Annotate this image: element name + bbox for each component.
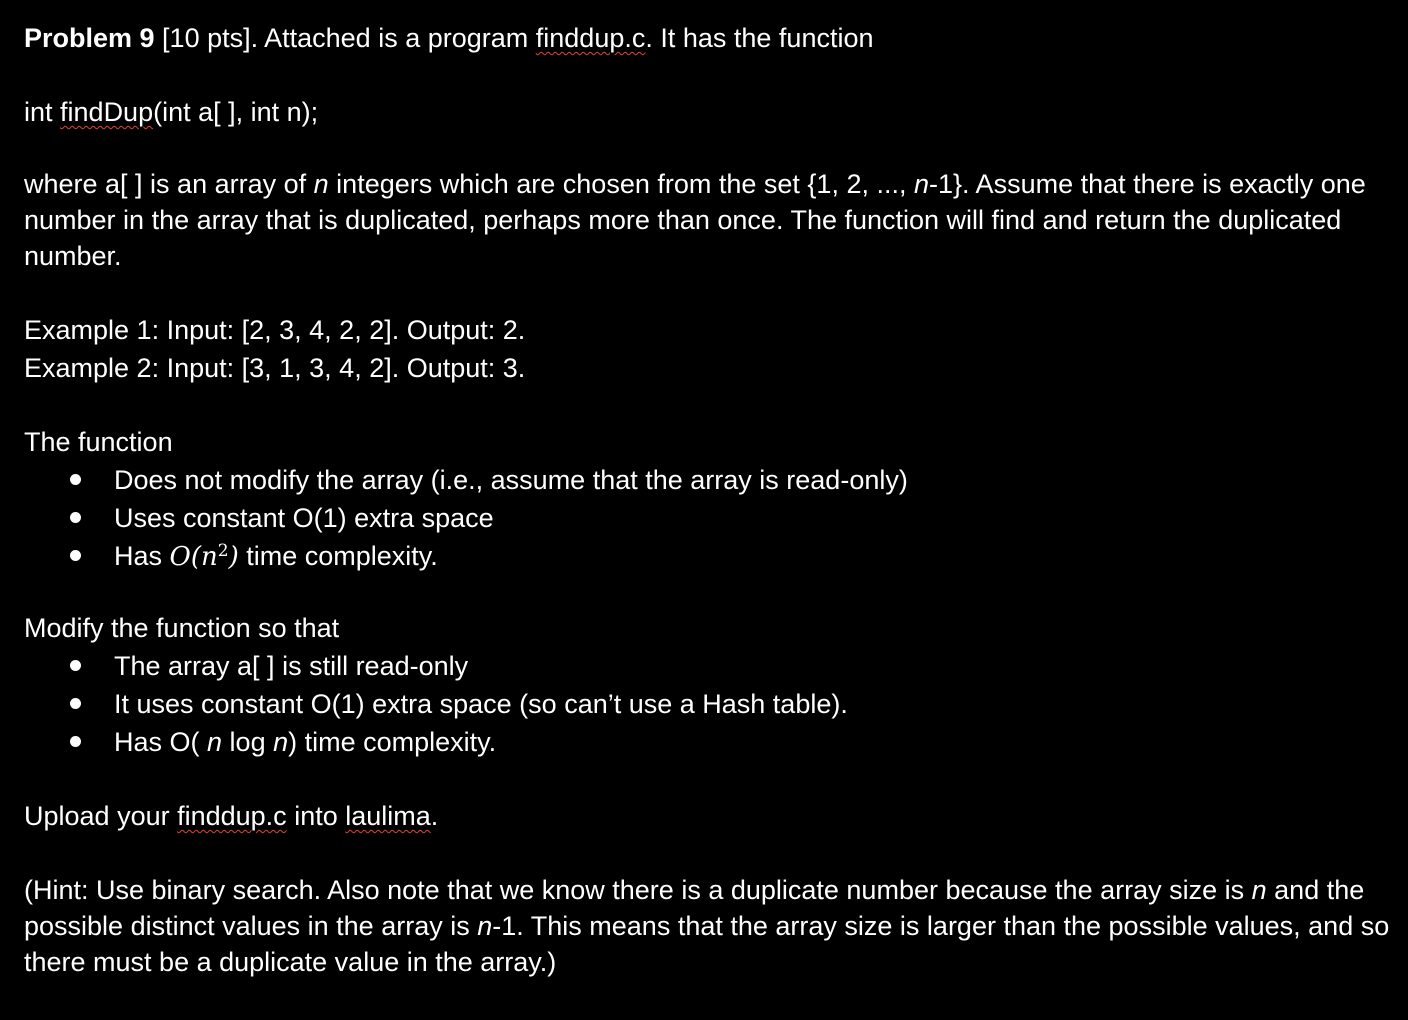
hint-paragraph: [24, 872, 1394, 980]
problem-file-name: finddup.c: [535, 23, 646, 53]
hint-n-1: n: [1251, 875, 1267, 905]
function-signature: [24, 94, 318, 130]
list-item-text: Uses constant O(1) extra space: [114, 503, 494, 533]
upload-mid: into: [286, 801, 346, 831]
list-item: [24, 500, 908, 538]
description-n-1: n: [313, 169, 329, 199]
upload-site: laulima: [345, 801, 431, 831]
complexity-math-close: ): [228, 542, 239, 572]
example-1: Example 1: Input: [2, 3, 4, 2, 2]. Output: 2.: [24, 315, 526, 345]
complexity-suffix: ) time complexity.: [288, 727, 497, 757]
bullet-icon: [70, 698, 81, 709]
current-function-heading: The function: [24, 427, 173, 457]
complexity-prefix: Has O(: [114, 727, 208, 757]
hint-text-3: -1. This means that the array size is larger than the possible values, and so there must be a duplicate value in the array.): [24, 911, 1390, 977]
bullet-icon: [70, 474, 81, 485]
hint-text-2: and the possible distinct values in the array is: [24, 875, 1365, 941]
description-text-1: where a[ ] is an array of: [24, 169, 314, 199]
list-item: [24, 462, 908, 500]
signature-function-name: findDup: [60, 97, 154, 127]
complexity-prefix: Has: [114, 541, 170, 571]
description-n-2: n: [913, 169, 930, 199]
list-item-text: The array a[ ] is still read-only: [114, 651, 469, 681]
list-item-text: It uses constant O(1) extra space (so can’t use a Hash table).: [114, 689, 848, 719]
problem-number: Problem 9: [24, 23, 155, 53]
complexity-log: log: [222, 727, 274, 757]
signature-prefix: int: [24, 97, 61, 127]
bullet-icon: [70, 736, 81, 747]
bullet-icon: [70, 550, 81, 561]
upload-suffix: .: [430, 801, 439, 831]
description-text-3: -1}. Assume that there is exactly one number in the array that is duplicated, perhaps more than once. The function will find and return the duplicated number.: [24, 169, 1366, 271]
modify-requirements-list: [24, 648, 848, 762]
upload-file-name: finddup.c: [177, 801, 287, 831]
list-item-text: Does not modify the array (i.e., assume that the array is read-only): [114, 465, 908, 495]
upload-prefix: Upload your: [24, 801, 178, 831]
bullet-icon: [70, 660, 81, 671]
bullet-icon: [70, 512, 81, 523]
list-item: [24, 648, 848, 686]
problem-description: [24, 166, 1394, 274]
signature-suffix: (int a[ ], int n);: [153, 97, 319, 127]
upload-instruction: [24, 798, 438, 834]
complexity-math-exponent: 2: [217, 541, 229, 561]
problem-heading-tail: . It has the function: [645, 23, 874, 53]
problem-heading: [24, 20, 874, 56]
complexity-math: [170, 542, 239, 572]
problem-heading-text: [10 pts]. Attached is a program: [154, 23, 536, 53]
list-item: [24, 538, 908, 576]
current-properties-list: [24, 462, 908, 576]
description-text-2: integers which are chosen from the set {1, 2, ...,: [328, 169, 914, 199]
hint-n-2: n: [477, 911, 493, 941]
list-item: [24, 686, 848, 724]
example-2: Example 2: Input: [3, 1, 3, 4, 2]. Output: 3.: [24, 353, 526, 383]
list-item: [24, 724, 848, 762]
complexity-n-2: n: [273, 727, 289, 757]
complexity-n-1: n: [207, 727, 223, 757]
modify-heading: Modify the function so that: [24, 613, 340, 643]
hint-text-1: (Hint: Use binary search. Also note that we know there is a duplicate number because the array size is: [24, 875, 1252, 905]
complexity-suffix: time complexity.: [238, 541, 438, 571]
complexity-math-base: O(n: [169, 542, 218, 572]
